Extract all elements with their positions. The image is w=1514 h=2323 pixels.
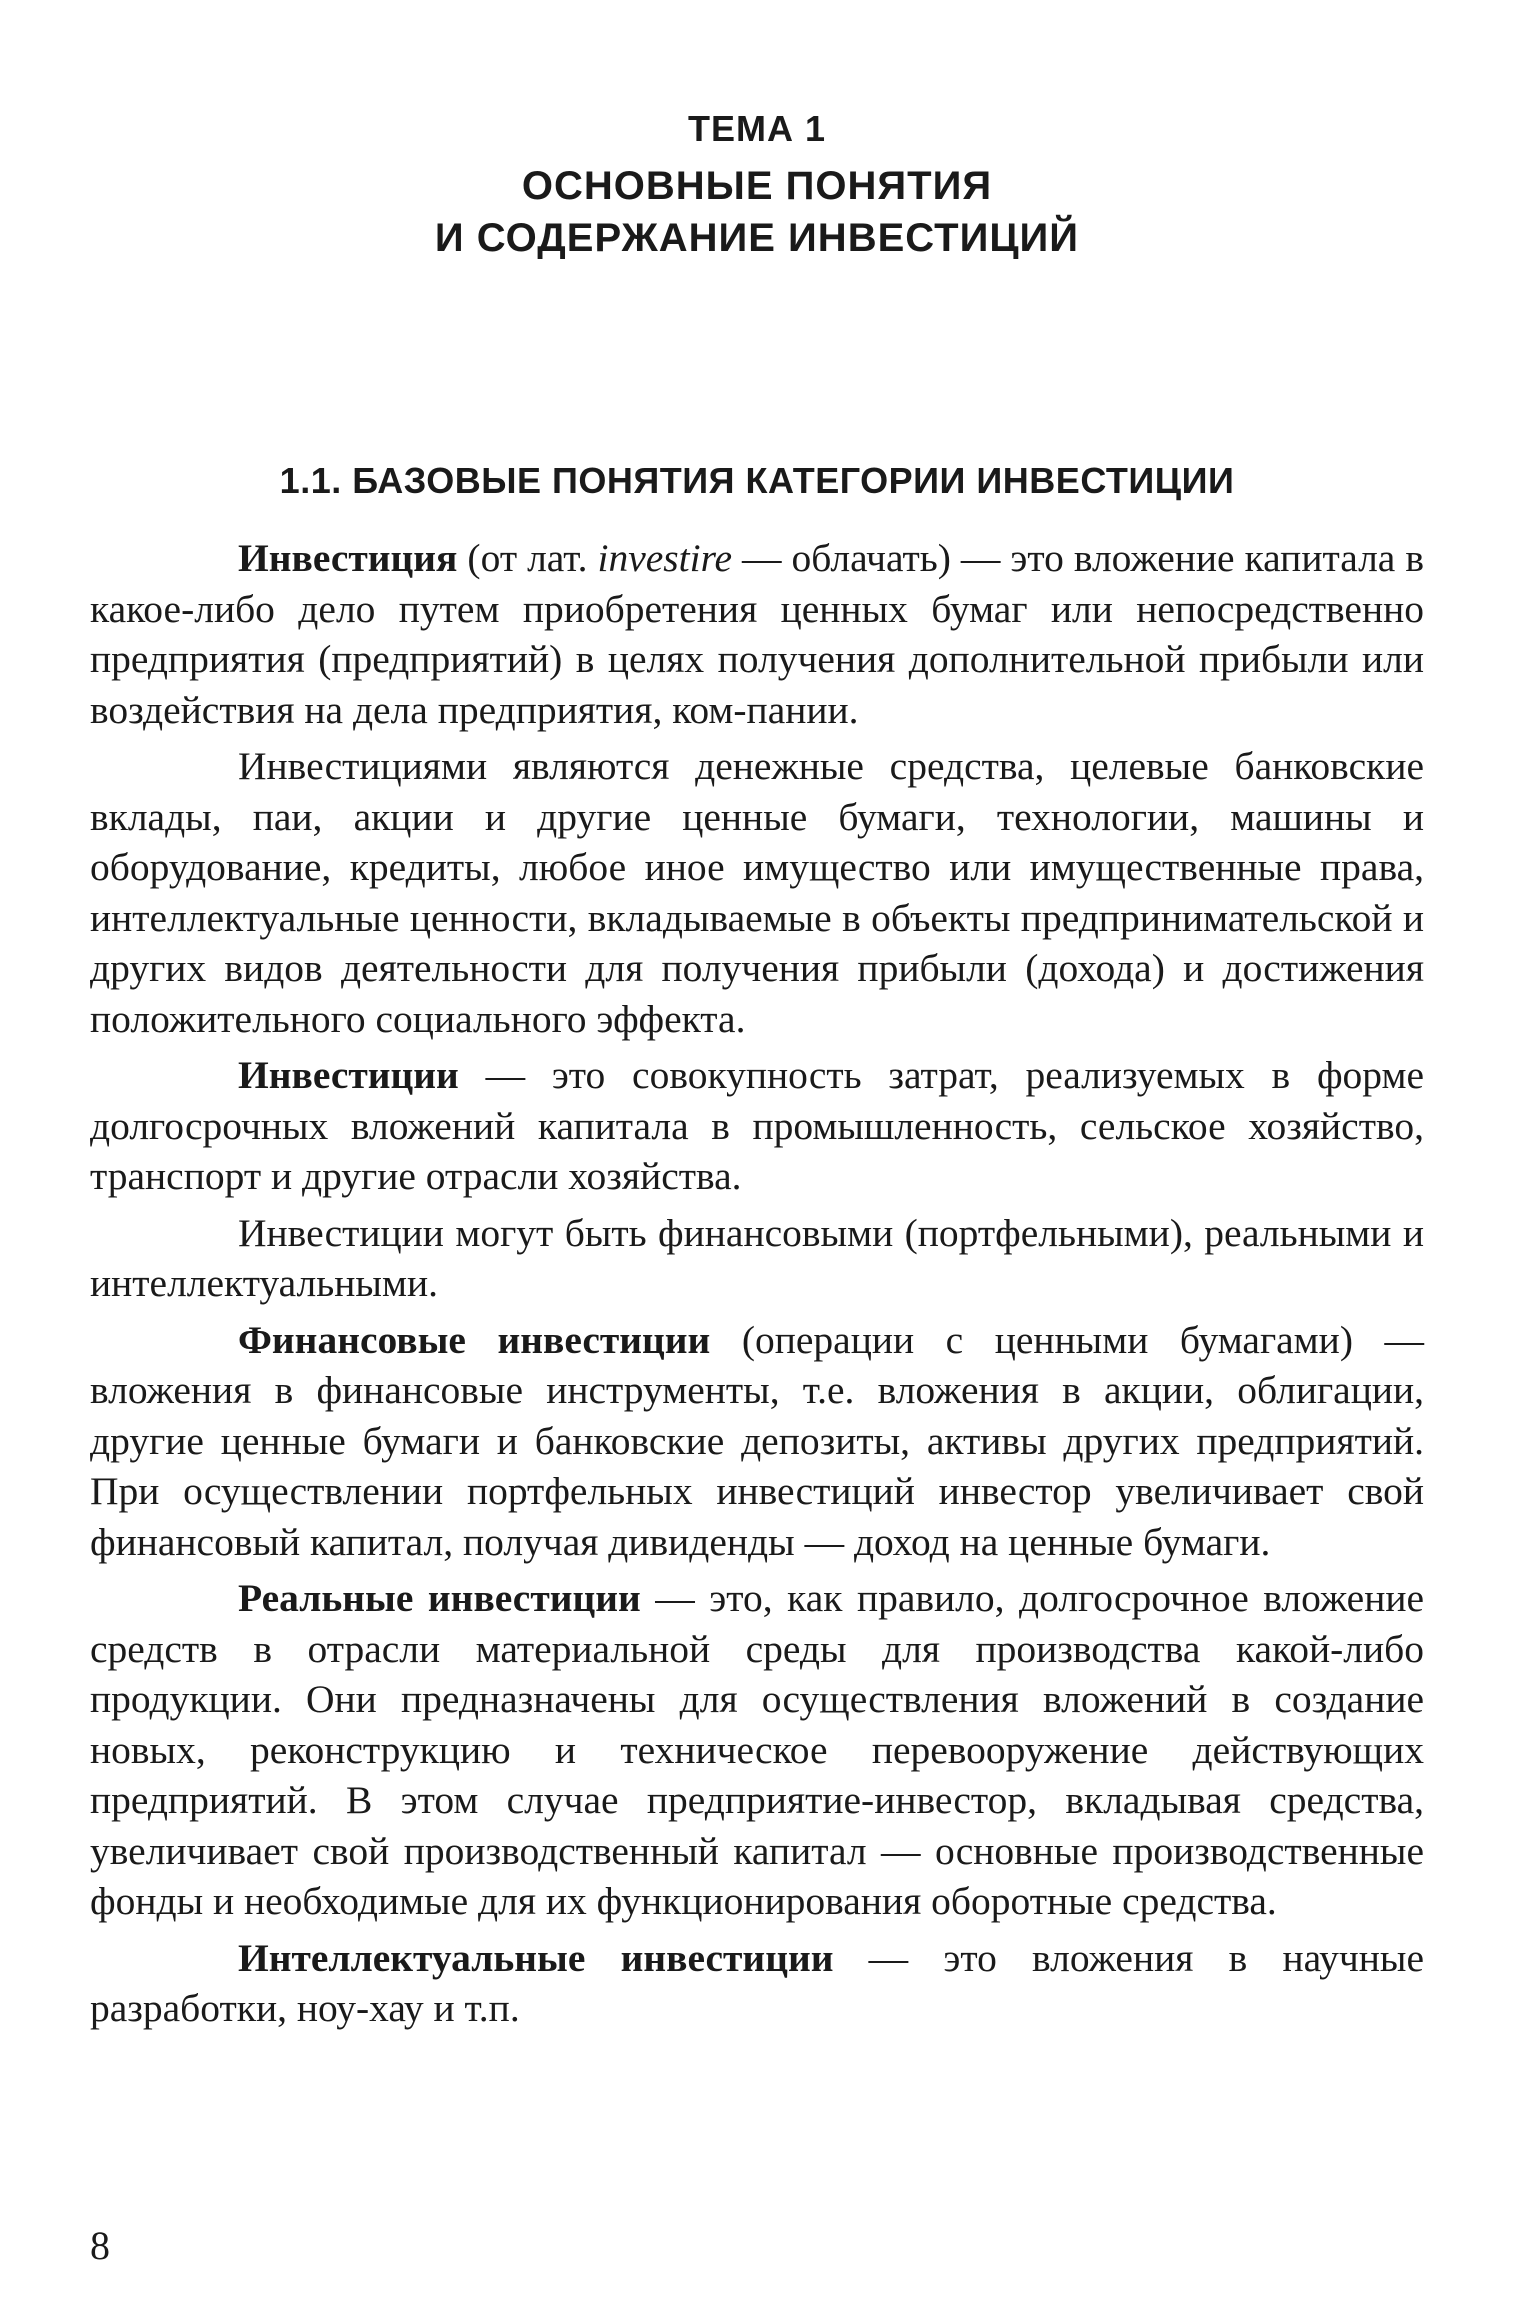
term-investment: Инвестиция [238,536,458,580]
paragraph-financial-investments [90,1315,1424,1568]
theme-label: ТЕМА 1 [687,108,826,149]
term-real-investments: Реальные инвестиции [238,1576,641,1620]
page-number: 8 [90,2223,110,2268]
latin-word: investire [597,536,733,580]
term-investments: Инвестиции [238,1053,459,1097]
term-intellectual-investments: Интеллектуальные инвестиции [238,1935,834,1980]
paragraph-text: — это совокупность затрат, реализуемых в форме долгосрочных вложений капитала в промышленность, сельское хозяйство, транспорт и другие отрасли хозяйства. [90,1053,1424,1198]
paragraph-investments-definition [90,1050,1424,1202]
paragraph-text: — облачать) — это вложение капитала в какое-либо дело путем приобретения ценных бумаг или непосредственно предприятия (предприятий) в целях получения дополнительной прибыли или воздействия на дела предприятия, ком-пании. [90,536,1424,732]
theme-title-line-1: ОСНОВНЫЕ ПОНЯТИЯ [521,164,993,208]
term-financial-investments: Финансовые инвестиции [238,1317,711,1362]
body-text [90,533,1424,2040]
paragraph-text: (от лат. [457,536,598,580]
theme-title-line-2: И СОДЕРЖАНИЕ ИНВЕСТИЦИЙ [434,216,1080,260]
section-title: 1.1. БАЗОВЫЕ ПОНЯТИЯ КАТЕГОРИИ ИНВЕСТИЦИИ [279,460,1235,501]
paragraph-text: (операции с ценными бумагами) — вложения в финансовые инструменты, т.е. вложения в акции, облигации, другие ценные бумаги и банковские депозиты, активы других предприятий. При осуществлении портфельных инвестиций инвестор увеличивает свой финансовый капитал, получая дивиденды — доход на ценные бумаги. [90,1317,1424,1564]
paragraph-investment-forms: Инвестиции могут быть финансовыми (портфельными), реальными и интеллектуальными. [90,1210,1424,1305]
paragraph-text: — это, как правило, долгосрочное вложение средств в отрасли материальной среды для производства какой-либо продукции. Они предназначены для осуществления вложений в создание новых, реконструкцию и техническое перевооружение действующих предприятий. В этом случае предприятие-инвестор, вкладывая средства, увеличивает свой производственный капитал — основные производственные фонды и необходимые для их функционирования оборотные средства. [90,1576,1425,1923]
paragraph-investment-definition [90,533,1424,735]
theme-title [0,160,1514,264]
paragraph-real-investments [90,1573,1424,1927]
paragraph-investment-types: Инвестициями являются денежные средства, целевые банковские вклады, паи, акции и другие ценные бумаги, технологии, машины и оборудование, кредиты, любое иное имущество или имущественные права, интеллектуальные ценности, вкладываемые в объекты предпринимательской и других видов деятельности для получения прибыли (дохода) и достижения положительного социального эффекта. [90,744,1424,1041]
paragraph-text: — это вложения в научные разработки, ноу-хау и т.п. [90,1935,1424,2030]
paragraph-intellectual-investments [90,1933,1424,2034]
